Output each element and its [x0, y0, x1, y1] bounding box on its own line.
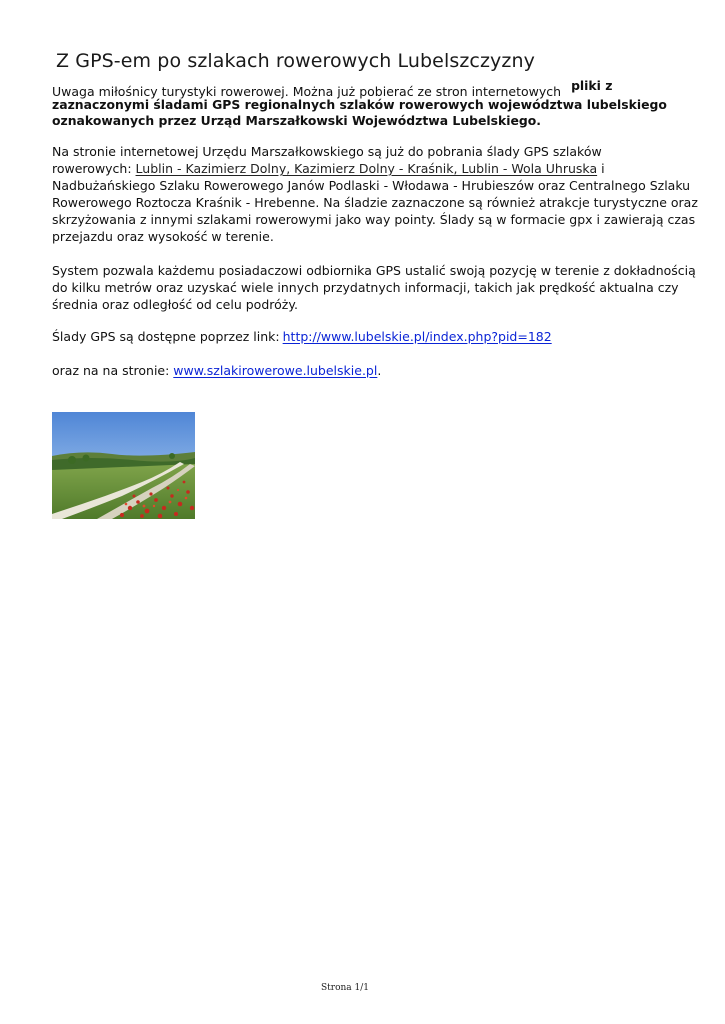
routes-line-4: Rowerowego Roztocza Kraśnik - Hrebenne. Na śladzie zaznaczone są również atrakcje turystyczne oraz	[52, 195, 698, 210]
system-line-3: średnia oraz odległość od celu podróży.	[52, 297, 298, 312]
system-line-2: do kilku metrów oraz uzyskać wiele innych przydatnych informacji, takich jak prędkość aktualna czy	[52, 280, 679, 295]
routes-line-2-suffix: i	[597, 161, 605, 176]
intro-bold-start: pliki z	[571, 78, 613, 93]
gps-link-prefix: Ślady GPS są dostępne poprzez link:	[52, 329, 280, 344]
routes-link[interactable]: Lublin - Kazimierz Dolny, Kazimierz Dolny - Kraśnik, Lublin - Wola Uhruska	[135, 161, 598, 176]
routes-line-2-prefix: rowerowych:	[52, 161, 136, 176]
routes-line-6: przejazdu oraz wysokość w terenie.	[52, 229, 274, 244]
page-title: Z GPS-em po szlakach rowerowych Lubelszczyzny	[56, 50, 535, 72]
system-paragraph	[52, 262, 696, 313]
intro-text: Uwaga miłośnicy turystyki rowerowej. Można już pobierać ze stron internetowych	[52, 84, 562, 99]
intro-paragraph	[52, 78, 667, 130]
szlaki-rowerowe-link[interactable]: www.szlakirowerowe.lubelskie.pl	[173, 363, 378, 378]
lubelskie-link[interactable]: http://www.lubelskie.pl/index.php?pid=182	[282, 329, 552, 344]
intro-bold-line-2: zaznaczonymi śladami GPS regionalnych szlaków rowerowych województwa lubelskiego	[52, 96, 667, 112]
routes-line-5: skrzyżowania z innymi szlakami rowerowymi jako way pointy. Ślady są w formacie gpx i zawierają czas	[52, 212, 696, 227]
intro-bold-line-3: oznakowanych przez Urząd Marszałkowski Województwa Lubelskiego.	[52, 113, 542, 128]
landscape-photo	[52, 412, 195, 519]
site-link-paragraph	[52, 362, 672, 379]
site-link-suffix: .	[377, 363, 382, 378]
page-footer: Strona 1/1	[320, 983, 369, 993]
routes-line-3: Nadbużańskiego Szlaku Rowerowego Janów Podlaski - Włodawa - Hrubieszów oraz Centralnego Szlaku	[52, 178, 691, 193]
routes-paragraph	[52, 143, 698, 245]
system-line-1: System pozwala każdemu posiadaczowi odbiornika GPS ustalić swoją pozycję w terenie z dokładnością	[52, 263, 696, 278]
site-link-prefix: oraz na na stronie:	[52, 363, 174, 378]
gps-link-paragraph	[52, 328, 672, 345]
routes-line-1: Na stronie internetowej Urzędu Marszałkowskiego są już do pobrania ślady GPS szlaków	[52, 144, 602, 159]
